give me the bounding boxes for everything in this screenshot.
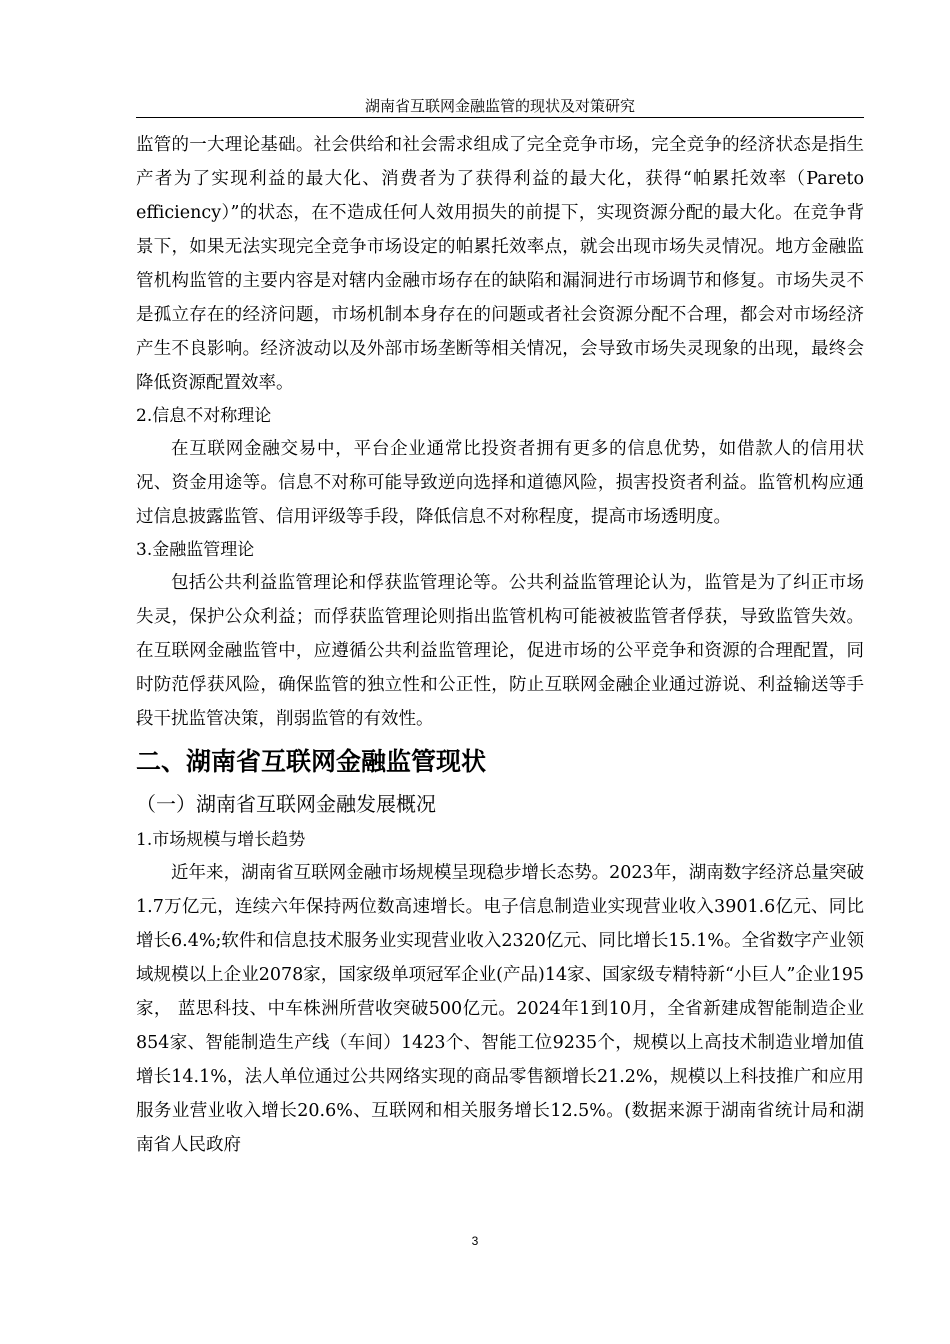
heading-market-size: 1.市场规模与增长趋势 [136,830,306,850]
paragraph-market-failure: 监管的一大理论基础。社会供给和社会需求组成了完全竞争市场，完全竞争的经济状态是指生产者为了实现利益的最大化、消费者为了获得利益的最大化，获得“帕累托效率（Pareto efficiency）”的状态，在不造成任何人效用损失的前提下，实现资源分配的最大化。在竞争背景下，如果无法实现完全竞争市场设定的帕累托效率点，就会出现市场失灵情况。地方金融监管机构监管的主要内容是对辖内金融市场存在的缺陷和漏洞进行市场调节和修复。市场失灵不是孤立存在的经济问题，市场机制本身存在的问题或者社会资源分配不合理，都会对市场经济产生不良影响。经济波动以及外部市场垄断等相关情况，会导致市场失灵现象的出现，最终会降低资源配置效率。 [136,135,864,393]
paragraph-financial-regulation: 包括公共利益监管理论和俘获监管理论等。公共利益监管理论认为，监管是为了纠正市场失灵，保护公众利益；而俘获监管理论则指出监管机构可能被被监管者俘获，导致监管失效。在互联网金融监管中，应遵循公共利益监管理论，促进市场的公平竞争和资源的合理配置，同时防范俘获风险，确保监管的独立性和公正性，防止互联网金融企业通过游说、利益输送等手段干扰监管决策，削弱监管的有效性。 [136,573,864,729]
page-number: 3 [471,1234,479,1248]
paragraph-market-size: 近年来，湖南省互联网金融市场规模呈现稳步增长态势。2023年，湖南数字经济总量突破1.7万亿元，连续六年保持两位数高速增长。电子信息制造业实现营业收入3901.6亿元、同比增长6.4%;软件和信息技术服务业实现营业收入2320亿元、同比增长15.1%。全省数字产业领域规模以上企业2078家，国家级单项冠军企业(产品)14家、国家级专精特新“小巨人”企业195家， 蓝思科技、中车株洲所营收突破500亿元。2024年1到10月，全省新建成智能制造企业854家、智能制造生产线（车间）1423个、智能工位9235个，规模以上高技术制造业增加值增长14.1%，法人单位通过公共网络实现的商品零售额增长21.2%，规模以上科技推广和应用服务业营业收入增长20.6%、互联网和相关服务增长12.5%。(数据来源于湖南省统计局和湖南省人民政府 [136,863,864,1155]
paragraph-information-asymmetry: 在互联网金融交易中，平台企业通常比投资者拥有更多的信息优势，如借款人的信用状况、资金用途等。信息不对称可能导致逆向选择和道德风险，损害投资者利益。监管机构应通过信息披露监管、信用评级等手段，降低信息不对称程度，提高市场透明度。 [136,439,864,527]
document-body [136,128,864,1162]
running-header: 湖南省互联网金融监管的现状及对策研究 [364,97,635,115]
heading-financial-regulation: 3.金融监管理论 [136,540,255,560]
section-heading: 二、湖南省互联网金融监管现状 [136,747,487,776]
subsection-heading: （一）湖南省互联网金融发展概况 [136,792,436,816]
header-divider [136,117,864,118]
heading-information-asymmetry: 2.信息不对称理论 [136,406,272,426]
